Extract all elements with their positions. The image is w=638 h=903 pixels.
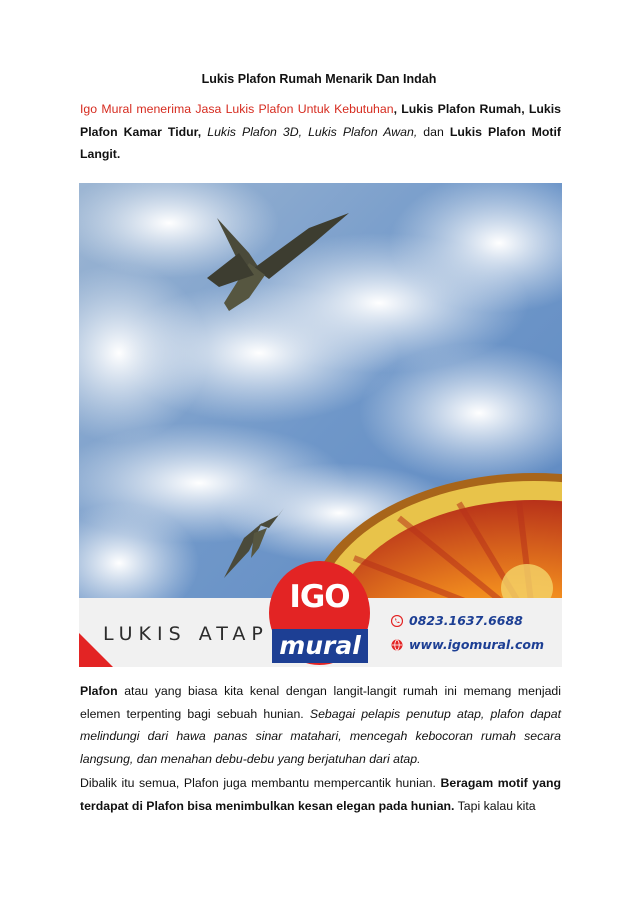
plafon-text: atau yang biasa kita kenal dengan langit-langit rumah ini memang menjadi elemen terpenting bagi sebuah hunian. — [80, 684, 561, 721]
intro-italic-keywords: Lukis Plafon 3D, Lukis Plafon Awan, — [207, 124, 418, 139]
dibalik-tail: Tapi kalau kita — [454, 798, 536, 813]
brand-text: LUKIS ATAP — [103, 623, 269, 645]
phone-number: 0823.1637.6688 — [409, 613, 523, 628]
plafon-bold: Plafon — [80, 684, 118, 698]
globe-icon — [391, 639, 403, 651]
plafon-italic: Sebagai pelapis penutup atap, plafon dapat melindungi dari hawa panas sinar matahari, mencegah kebocoran rumah secara langsung, dan menahan debu-debu yang berjatuhan dari atap. — [80, 706, 561, 766]
dibalik-paragraph — [80, 772, 561, 817]
logo-bottom-text: mural — [272, 629, 368, 663]
ceiling-mural-image — [79, 183, 562, 667]
intro-bold-1: , — [393, 102, 402, 116]
logo-top-text: IGO — [289, 579, 350, 615]
intro-link[interactable]: Igo Mural menerima Jasa Lukis Plafon Untuk Kebutuhan — [80, 102, 394, 116]
dibalik-text: Dibalik itu semua, Plafon juga membantu mempercantik hunian. — [80, 776, 441, 790]
document-title: Lukis Plafon Rumah Menarik Dan Indah — [201, 72, 437, 86]
intro-bold-keywords-2: Lukis Plafon Motif Langit. — [80, 124, 561, 161]
intro-paragraph — [80, 98, 561, 166]
plafon-paragraph — [80, 680, 561, 770]
intro-bold-keywords: Lukis Plafon Rumah, Lukis Plafon Kamar Tidur, — [80, 102, 561, 139]
website-url: www.igomural.com — [409, 637, 544, 652]
dibalik-bold: Beragam motif yang terdapat di Plafon bisa menimbulkan kesan elegan pada hunian. — [80, 776, 562, 813]
intro-conjunction: dan — [417, 124, 450, 139]
phone-icon — [391, 615, 403, 627]
